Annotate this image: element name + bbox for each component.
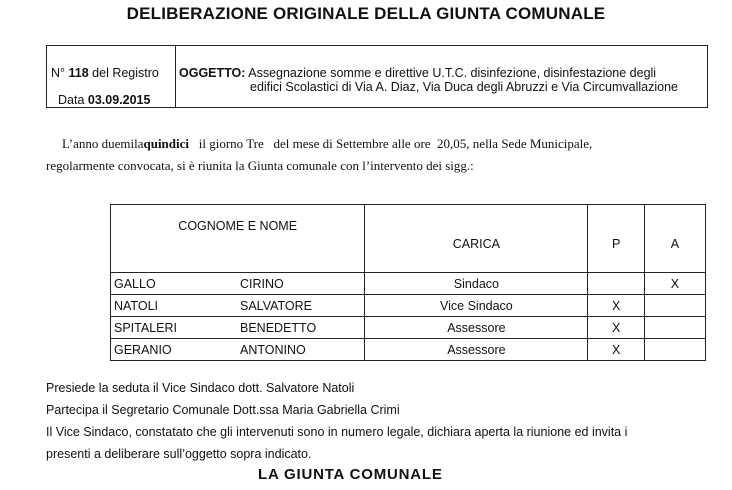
- intro-paragraph: [46, 133, 710, 177]
- header-present: P: [588, 205, 644, 273]
- table-row: [111, 295, 706, 317]
- table-row: [111, 339, 706, 361]
- member-surname: NATOLI: [114, 298, 158, 313]
- body-line-presiede: Presiede la seduta il Vice Sindaco dott. Salvatore Natoli: [46, 381, 355, 395]
- member-absent: [644, 317, 705, 339]
- header-absent: A: [644, 205, 705, 273]
- member-name: [111, 317, 365, 339]
- member-name: [111, 273, 365, 295]
- registry-suffix: del Registro: [92, 66, 159, 80]
- subject-label: OGGETTO:: [179, 66, 246, 80]
- intro-part-1: L’anno duemila: [62, 136, 144, 151]
- registry-date-line: [58, 93, 150, 107]
- member-role: Sindaco: [365, 273, 588, 295]
- subject-text-1: Assegnazione somme e direttive U.T.C. disinfezione, disinfestazione degli: [248, 66, 657, 80]
- registry-number-line: [51, 66, 159, 80]
- member-absent: [644, 295, 705, 317]
- member-surname: GERANIO: [114, 342, 172, 357]
- member-name: [111, 339, 365, 361]
- member-present: X: [588, 339, 644, 361]
- body-text: [46, 377, 627, 465]
- member-role: Vice Sindaco: [365, 295, 588, 317]
- intro-line-2: regolarmente convocata, si è riunita la Giunta comunale con l’intervento dei sigg.:: [46, 158, 474, 173]
- body-line-segretario: Partecipa il Segretario Comunale Dott.ssa Maria Gabriella Crimi: [46, 403, 400, 417]
- attendance-table: [110, 204, 706, 361]
- member-first-name: CIRINO: [240, 276, 284, 291]
- header-role: CARICA: [365, 205, 588, 273]
- header-box: [46, 45, 708, 108]
- section-heading: LA GIUNTA COMUNALE: [258, 466, 443, 483]
- document-title: DELIBERAZIONE ORIGINALE DELLA GIUNTA COMUNALE: [126, 4, 606, 23]
- table-row: [111, 273, 706, 295]
- intro-line-1: [46, 133, 710, 155]
- member-present: X: [588, 317, 644, 339]
- member-role: Assessore: [365, 317, 588, 339]
- table-header-row: [111, 205, 706, 273]
- body-line-vice-sindaco: Il Vice Sindaco, constatato che gli intervenuti sono in numero legale, dichiara aperta la riunione ed invita i: [46, 425, 628, 439]
- header-name: COGNOME E NOME: [111, 205, 365, 273]
- member-first-name: ANTONINO: [240, 342, 306, 357]
- member-first-name: BENEDETTO: [240, 320, 317, 335]
- member-absent: [644, 339, 705, 361]
- member-surname: GALLO: [114, 276, 156, 291]
- member-present: [588, 273, 644, 295]
- date-label: Data: [58, 93, 85, 107]
- intro-part-2: il giorno Tre del mese di Settembre alle ore 20,05, nella Sede Municipale,: [189, 136, 593, 151]
- member-surname: SPITALERI: [114, 320, 177, 335]
- member-present: X: [588, 295, 644, 317]
- intro-year: quindici: [143, 136, 190, 151]
- body-line-presenti: presenti a deliberare sull’oggetto sopra indicato.: [46, 447, 312, 461]
- subject-line-2: edifici Scolastici di Via A. Diaz, Via Duca degli Abruzzi e Via Circumvallazione: [250, 80, 678, 94]
- member-absent: X: [644, 273, 705, 295]
- registry-number: 118: [68, 66, 89, 80]
- registry-prefix: N°: [51, 66, 66, 80]
- subject-cell: [176, 46, 707, 107]
- member-first-name: SALVATORE: [240, 298, 313, 313]
- table-row: [111, 317, 706, 339]
- subject-line-1: [179, 66, 656, 80]
- registry-cell: [47, 46, 176, 107]
- member-name: [111, 295, 365, 317]
- registry-date: 03.09.2015: [87, 93, 151, 107]
- member-role: Assessore: [365, 339, 588, 361]
